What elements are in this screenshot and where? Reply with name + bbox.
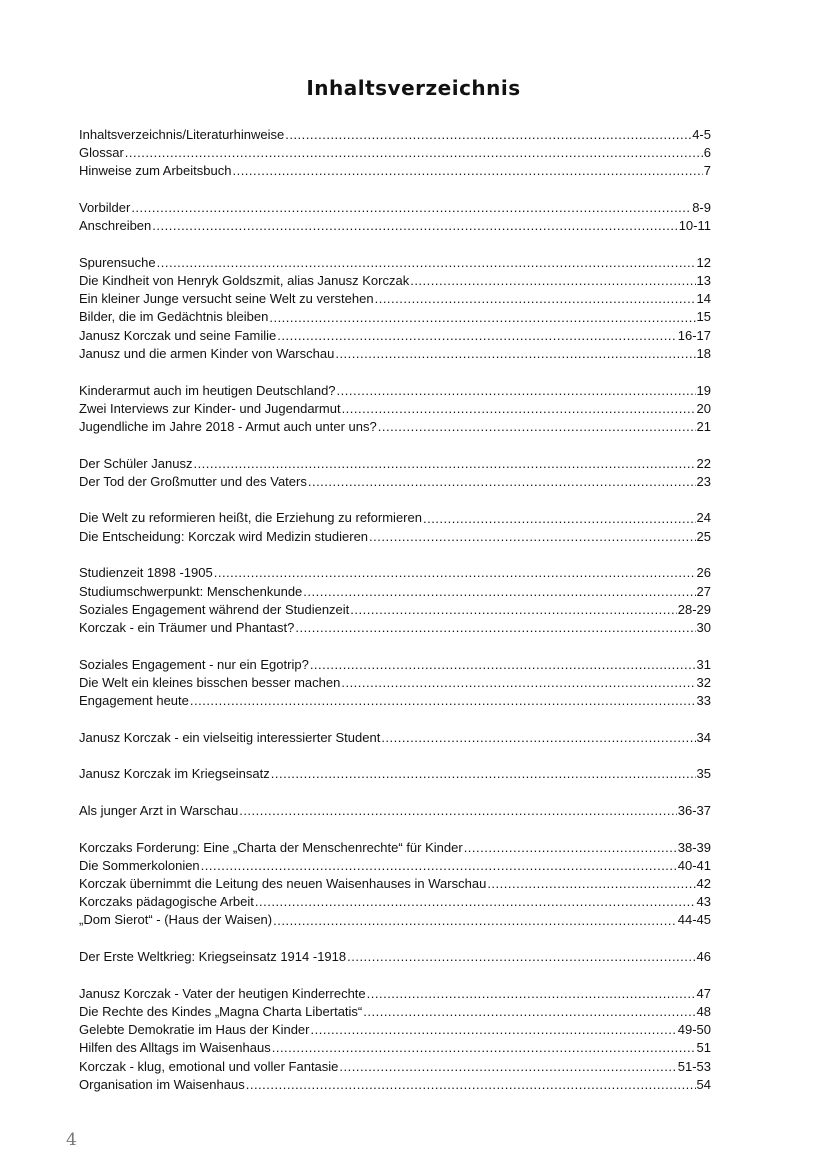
toc-entry: [79, 601, 711, 619]
toc-entry-title: Organisation im Waisenhaus: [79, 1076, 245, 1092]
toc-entry: [79, 455, 711, 473]
dot-leader: [381, 729, 695, 747]
dot-leader: [347, 948, 695, 966]
toc-section: [79, 126, 711, 181]
toc-section: [79, 948, 711, 966]
dot-leader: [464, 839, 677, 857]
dot-leader: [214, 564, 696, 582]
toc-entry-page: 6: [703, 145, 711, 161]
toc-entry-page: 46: [696, 949, 711, 965]
dot-leader: [342, 400, 696, 418]
dot-leader: [487, 875, 695, 893]
toc-entry: [79, 656, 711, 674]
dot-leader: [152, 217, 677, 235]
dot-leader: [157, 254, 696, 272]
toc-entry-page: 47: [696, 985, 711, 1001]
toc-entry-page: 18: [696, 345, 711, 361]
dot-leader: [369, 528, 696, 546]
dot-leader: [311, 1021, 677, 1039]
toc-entry-page: 32: [696, 674, 711, 690]
toc-entry: [79, 893, 711, 911]
toc-entry-title: Korczak - klug, emotional und voller Fantasie: [79, 1058, 339, 1074]
toc-entry-page: 27: [696, 583, 711, 599]
page-title: Inhaltsverzeichnis: [306, 76, 521, 100]
dot-leader: [285, 126, 691, 144]
toc-entry: [79, 473, 711, 491]
page-number: 4: [66, 1130, 77, 1150]
toc-entry-title: Korczak übernimmt die Leitung des neuen Waisenhauses in Warschau: [79, 876, 487, 892]
toc-entry: [79, 382, 711, 400]
toc-entry-page: 10-11: [678, 218, 711, 234]
toc-entry: [79, 272, 711, 290]
toc-entry: [79, 290, 711, 308]
toc-entry: [79, 510, 711, 528]
toc-entry: [79, 583, 711, 601]
dot-leader: [246, 1076, 696, 1094]
toc-entry: [79, 126, 711, 144]
dot-leader: [341, 674, 695, 692]
dot-leader: [131, 199, 691, 217]
toc-entry-page: 14: [696, 291, 711, 307]
toc-entry-title: Kinderarmut auch im heutigen Deutschland?: [79, 382, 336, 398]
toc-entry-page: 21: [696, 418, 711, 434]
dot-leader: [303, 583, 695, 601]
toc-entry-title: Der Erste Weltkrieg: Kriegseinsatz 1914 -1918: [79, 949, 347, 965]
toc-entry-title: Die Welt ein kleines bisschen besser machen: [79, 674, 341, 690]
toc-entry-title: Korczaks Forderung: Eine „Charta der Menschenrechte“ für Kinder: [79, 839, 463, 855]
toc-section: [79, 765, 711, 783]
toc-entry-title: Janusz Korczak - Vater der heutigen Kinderrechte: [79, 985, 366, 1001]
toc-entry-page: 13: [696, 273, 711, 289]
toc-entry-title: Hinweise zum Arbeitsbuch: [79, 163, 232, 179]
dot-leader: [363, 1003, 695, 1021]
dot-leader: [367, 985, 696, 1003]
dot-leader: [271, 765, 696, 783]
dot-leader: [335, 345, 695, 363]
toc-entry-title: Der Tod der Großmutter und des Vaters: [79, 473, 307, 489]
toc-entry: [79, 327, 711, 345]
toc-entry-page: 48: [696, 1004, 711, 1020]
toc-entry: [79, 162, 711, 180]
toc-entry-page: 43: [696, 894, 711, 910]
toc-entry: [79, 309, 711, 327]
toc-entry-page: 15: [696, 309, 711, 325]
toc-entry-title: Engagement heute: [79, 692, 189, 708]
toc-section: [79, 729, 711, 747]
dot-leader: [232, 162, 702, 180]
toc-entry-title: Der Schüler Janusz: [79, 455, 193, 471]
toc-section: [79, 382, 711, 437]
toc-entry-page: 34: [696, 729, 711, 745]
dot-leader: [201, 857, 677, 875]
dot-leader: [239, 802, 677, 820]
toc-entry-title: Studiumschwerpunkt: Menschenkunde: [79, 583, 303, 599]
toc-entry-page: 33: [696, 692, 711, 708]
dot-leader: [337, 382, 696, 400]
toc-entry: [79, 217, 711, 235]
toc-section: [79, 802, 711, 820]
toc-entry-page: 51-53: [677, 1058, 711, 1074]
dot-leader: [378, 418, 696, 436]
toc-entry-page: 49-50: [677, 1022, 711, 1038]
toc-section: [79, 199, 711, 235]
toc-entry-title: Soziales Engagement während der Studienzeit: [79, 601, 350, 617]
toc-entry: [79, 345, 711, 363]
toc-entry-title: Die Sommerkolonien: [79, 857, 200, 873]
dot-leader: [193, 455, 695, 473]
toc-entry-page: 23: [696, 473, 711, 489]
toc-entry: [79, 254, 711, 272]
toc-entry-title: Glossar: [79, 145, 124, 161]
toc-entry-page: 12: [696, 254, 711, 270]
toc-section: [79, 839, 711, 930]
toc-entry-page: 19: [696, 382, 711, 398]
toc-entry-page: 26: [696, 565, 711, 581]
toc-entry: [79, 400, 711, 418]
toc-entry-title: Spurensuche: [79, 254, 156, 270]
toc-entry: [79, 418, 711, 436]
toc-entry-title: Die Entscheidung: Korczak wird Medizin studieren: [79, 528, 369, 544]
dot-leader: [308, 473, 696, 491]
toc-entry-title: Korczaks pädagogische Arbeit: [79, 894, 254, 910]
toc-entry: [79, 875, 711, 893]
dot-leader: [339, 1058, 676, 1076]
dot-leader: [423, 510, 696, 528]
toc-entry-title: Studienzeit 1898 -1905: [79, 565, 213, 581]
toc-entry-page: 38-39: [677, 839, 711, 855]
toc-entry: [79, 765, 711, 783]
toc-entry-title: Jugendliche im Jahre 2018 - Armut auch unter uns?: [79, 418, 377, 434]
toc-entry-page: 42: [696, 876, 711, 892]
toc-section: [79, 510, 711, 546]
toc-entry: [79, 1058, 711, 1076]
toc-entry-page: 25: [696, 528, 711, 544]
toc-entry-title: Soziales Engagement - nur ein Egotrip?: [79, 656, 309, 672]
toc-entry: [79, 839, 711, 857]
toc-entry: [79, 564, 711, 582]
toc-section: [79, 254, 711, 363]
toc-entry-title: Als junger Arzt in Warschau: [79, 803, 239, 819]
dot-leader: [277, 327, 676, 345]
toc-entry-page: 7: [703, 163, 711, 179]
toc-entry-title: Die Welt zu reformieren heißt, die Erziehung zu reformieren: [79, 510, 422, 526]
table-of-contents: [79, 126, 711, 1113]
toc-entry-page: 8-9: [692, 200, 711, 216]
toc-entry-title: Die Rechte des Kindes „Magna Charta Libertatis“: [79, 1004, 363, 1020]
toc-entry: [79, 674, 711, 692]
dot-leader: [190, 692, 696, 710]
toc-entry: [79, 528, 711, 546]
dot-leader: [125, 144, 703, 162]
dot-leader: [410, 272, 695, 290]
toc-entry-title: Anschreiben: [79, 218, 152, 234]
toc-entry-page: 31: [696, 656, 711, 672]
toc-section: [79, 564, 711, 637]
toc-entry: [79, 144, 711, 162]
dot-leader: [255, 893, 696, 911]
toc-entry-page: 4-5: [692, 126, 711, 142]
toc-entry: [79, 857, 711, 875]
toc-entry-page: 16-17: [677, 327, 711, 343]
dot-leader: [273, 912, 677, 930]
toc-entry-page: 28-29: [677, 601, 711, 617]
toc-entry-page: 30: [696, 619, 711, 635]
toc-entry-title: Vorbilder: [79, 200, 131, 216]
toc-entry-title: Gelebte Demokratie im Haus der Kinder: [79, 1022, 310, 1038]
toc-entry: [79, 619, 711, 637]
toc-entry-title: Inhaltsverzeichnis/Literaturhinweise: [79, 126, 285, 142]
toc-entry: [79, 985, 711, 1003]
toc-entry-title: Ein kleiner Junge versucht seine Welt zu verstehen: [79, 291, 374, 307]
toc-entry-page: 20: [696, 400, 711, 416]
dot-leader: [295, 619, 695, 637]
toc-entry-page: 40-41: [677, 857, 711, 873]
toc-entry-page: 22: [696, 455, 711, 471]
toc-section: [79, 455, 711, 491]
toc-entry: [79, 1039, 711, 1057]
toc-entry-title: Bilder, die im Gedächtnis bleiben: [79, 309, 269, 325]
toc-section: [79, 985, 711, 1094]
dot-leader: [375, 290, 696, 308]
toc-entry-title: Zwei Interviews zur Kinder- und Jugendarmut: [79, 400, 341, 416]
toc-entry-title: Janusz Korczak und seine Familie: [79, 327, 277, 343]
toc-entry-page: 44-45: [677, 912, 711, 928]
toc-entry: [79, 1076, 711, 1094]
toc-entry-page: 24: [696, 510, 711, 526]
toc-entry: [79, 1021, 711, 1039]
dot-leader: [269, 309, 695, 327]
toc-entry: [79, 729, 711, 747]
toc-entry: [79, 948, 711, 966]
toc-entry: [79, 199, 711, 217]
dot-leader: [350, 601, 676, 619]
toc-entry: [79, 802, 711, 820]
toc-entry-title: Die Kindheit von Henryk Goldszmit, alias Janusz Korczak: [79, 273, 410, 289]
toc-entry-title: Hilfen des Alltags im Waisenhaus: [79, 1040, 271, 1056]
toc-entry-page: 54: [696, 1076, 711, 1092]
toc-entry: [79, 912, 711, 930]
toc-section: [79, 656, 711, 711]
toc-entry-page: 35: [696, 766, 711, 782]
toc-entry: [79, 1003, 711, 1021]
dot-leader: [310, 656, 696, 674]
toc-entry-page: 51: [696, 1040, 711, 1056]
toc-entry-title: Janusz und die armen Kinder von Warschau: [79, 345, 335, 361]
dot-leader: [272, 1039, 696, 1057]
toc-entry-title: „Dom Sierot“ - (Haus der Waisen): [79, 912, 273, 928]
toc-entry-page: 36-37: [677, 803, 711, 819]
toc-entry: [79, 692, 711, 710]
toc-entry-title: Janusz Korczak im Kriegseinsatz: [79, 766, 270, 782]
toc-entry-title: Janusz Korczak - ein vielseitig interessierter Student: [79, 729, 381, 745]
toc-entry-title: Korczak - ein Träumer und Phantast?: [79, 619, 295, 635]
